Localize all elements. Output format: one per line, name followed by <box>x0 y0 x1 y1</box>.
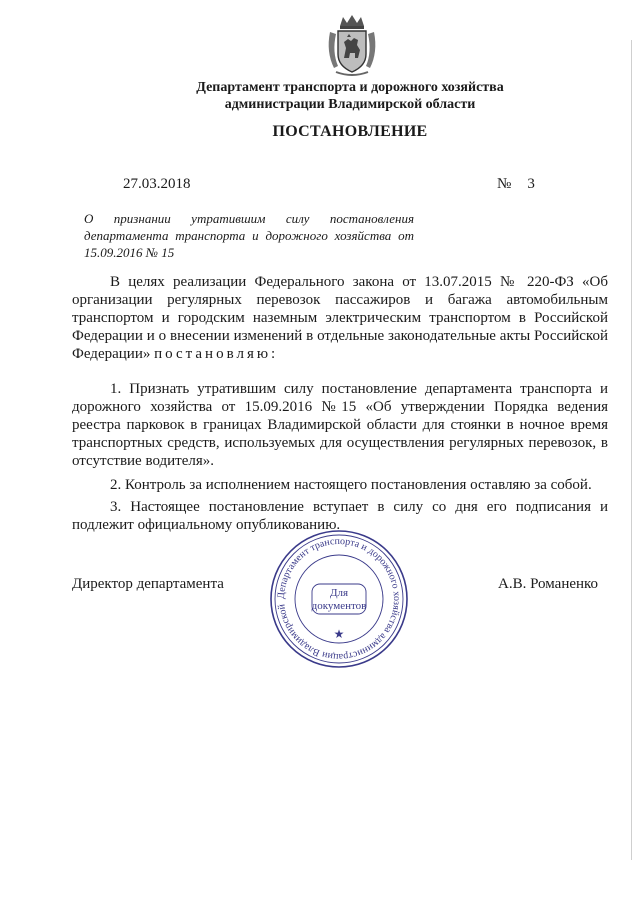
clause-3-text: 3. Настоящее постановление вступает в силу со дня его подписания и подлежит официальному опубликованию. <box>72 499 608 533</box>
number-value: 3 <box>527 176 535 192</box>
stamp-center-line2: документов <box>311 600 367 612</box>
official-stamp <box>268 528 410 670</box>
stamp-outer-text: Департамент транспорта и дорожного хозяйства администрации Владимирской <box>275 535 403 663</box>
signatory-position: Директор департамента <box>72 576 224 592</box>
preamble-text: В целях реализации Федерального закона от 13.07.2015 № 220-ФЗ «Об организации регулярных перевозок пассажиров и багажа автомобильным транспортом и городским наземным электрическим транспортом в Российской Федерации и о внесении изменений в отдельные законодательные акты Российской Федерации» <box>72 274 608 362</box>
document-number <box>497 176 535 193</box>
stamp-star-icon: ★ <box>333 627 345 641</box>
document-date: 27.03.2018 <box>123 176 191 192</box>
document-title: ПОСТАНОВЛЕНИЕ <box>272 123 428 140</box>
stamp-center-line1: Для <box>329 587 349 599</box>
document-subject: О признании утратившим силу постановления департамента транспорта и дорожного хозяйства от 15.09.2016 № 15 <box>84 211 414 260</box>
org-name-line2: администрации Владимирской области <box>224 97 476 112</box>
coat-of-arms-icon <box>324 12 380 78</box>
signatory-name: А.В. Романенко <box>498 576 599 592</box>
clause-2 <box>72 476 608 494</box>
clause-1 <box>72 380 608 470</box>
preamble-paragraph <box>72 273 608 363</box>
number-label: № <box>497 176 512 192</box>
clause-2-text: 2. Контроль за исполнением настоящего постановления оставляю за собой. <box>110 477 592 493</box>
page-edge-line <box>631 40 632 860</box>
preamble-resolve-word: постановляю: <box>154 346 279 362</box>
clause-1-text: 1. Признать утратившим силу постановление департамента транспорта и дорожного хозяйства от 15.09.2016 №15 «Об утверждении Порядка ведения реестра парковок в границах Владимирской области для стоянки в ночное время транспортных средств, используемых для осуществления регулярных перевозок, в отсутствие водителя». <box>72 381 608 469</box>
org-name-line1: Департамент транспорта и дорожного хозяйства <box>196 80 504 95</box>
